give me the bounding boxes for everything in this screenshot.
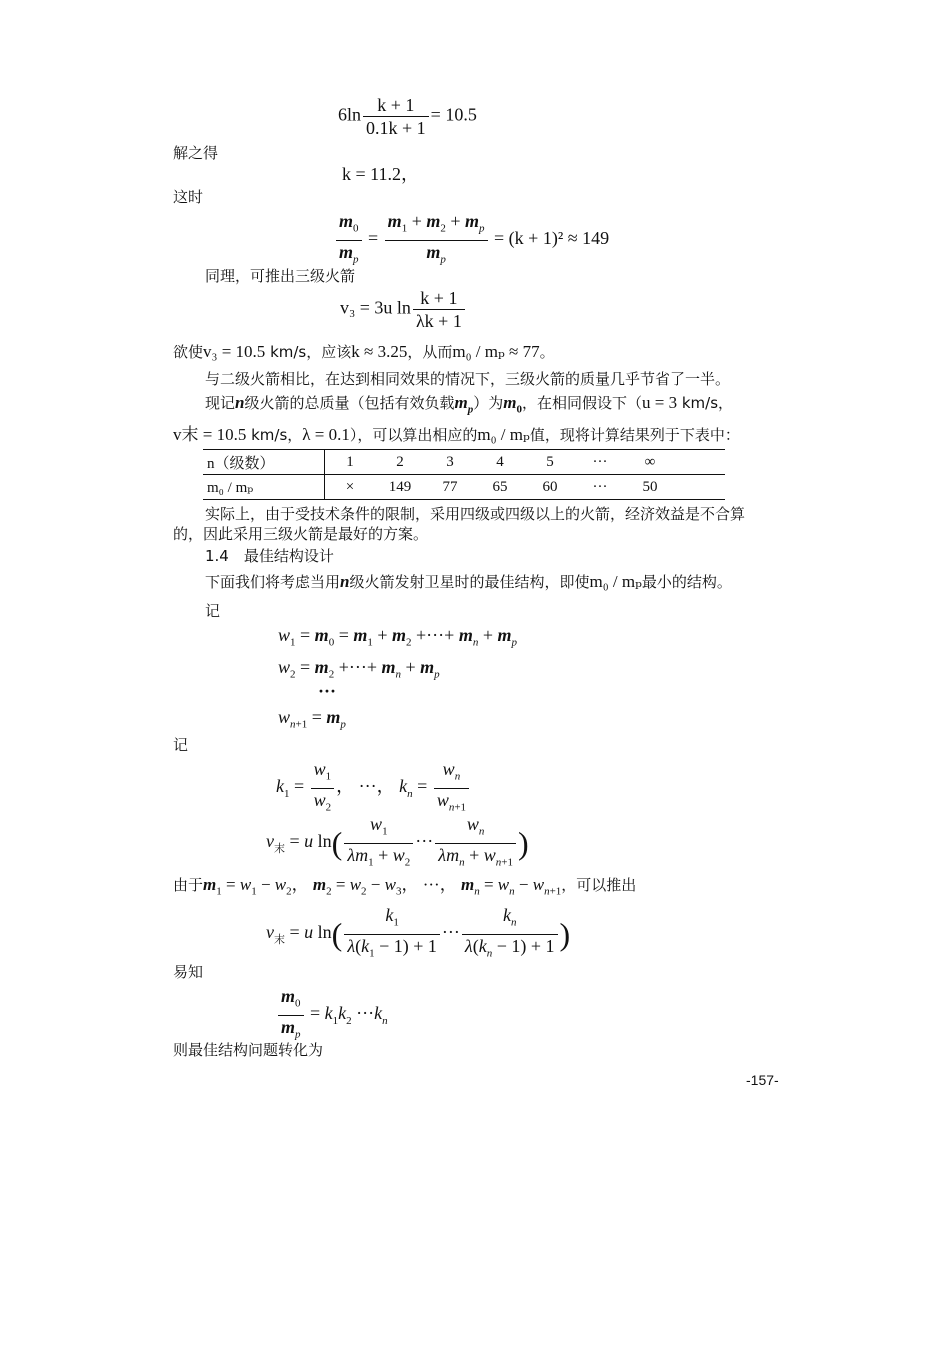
table-row — [203, 450, 725, 475]
table-header-cell: m₀ / mₚ — [203, 475, 325, 500]
equation-mass-product: $\frac{m_0}{m_p}$ = $k_1k_2 \cdot\cdot\cdot k_n$ — [276, 985, 388, 1045]
table-cell: 5 — [525, 450, 575, 475]
equation-ellipsis: ··· — [318, 681, 337, 701]
equation-w2: $w_2 = m_2$ +···+ $m_n + m_p$ — [278, 657, 440, 681]
text-line: 则最佳结构问题转化为 — [173, 1041, 324, 1059]
text-line: 这时 — [173, 188, 204, 206]
fraction: $\frac{k + 1}{0.1k + 1}$ — [363, 94, 429, 139]
text-line: v末 = 10.5 km/s，λ = 0.1），可以算出相应的m₀ / mₚ值，现将计算结果列于下表中： — [173, 425, 740, 444]
text-line: 易知 — [173, 963, 204, 981]
equation-wn1: $w_{n+1} = m_p$ — [278, 707, 346, 731]
results-table — [203, 449, 725, 500]
table-cell: ∞ — [625, 450, 675, 475]
equation-k-value: k = 11.2， — [342, 164, 419, 184]
table-cell: 1 — [325, 450, 376, 475]
text-line: 记 — [205, 602, 221, 620]
table-cell: 4 — [475, 450, 525, 475]
table-cell: 2 — [375, 450, 425, 475]
text-line: 现记n级火箭的总质量（包括有效负载$m_p$）为$m_0$，在相同假设下（u = 3 km/s， — [205, 393, 734, 416]
text-line: 的，因此采用三级火箭是最好的方案。 — [173, 525, 429, 543]
text-line: 由于$m_1 = w_1 - w_2$， $m_2 = w_2 - w_3$， ···， $m_n = w_n - w_{n+1}$，可以推出 — [173, 875, 637, 898]
table-cell: 50 — [625, 475, 675, 500]
equation-w1: $w_1 = m_0 = m_1 + m_2$ +···+ $m_n + m_p$ — [278, 625, 518, 649]
table-cell: ··· — [575, 450, 625, 475]
text-line: 欲使v₃ = 10.5 km/s，应该k ≈ 3.25，从而m₀ / mₚ ≈ 77。 — [173, 342, 555, 361]
table-row — [203, 475, 725, 500]
text-line: 同理，可推出三级火箭 — [205, 267, 356, 285]
equation-k-def: $k_1$ = $\frac{w_1}{w_2}$ ， ···， $k_n$ = $\frac{w_n}{w_{n+1}}$ — [276, 758, 471, 818]
table-cell: 77 — [425, 475, 475, 500]
equation-v-end-w: $v_末 = u$ ln( $\frac{w_1}{\lambda m_1 + w_2}$ ··· $\frac{w_n}{\lambda m_n + w_{n+1}}$ ) — [266, 814, 529, 869]
page-number: -157- — [746, 1072, 779, 1088]
equation-mass-ratio: $\frac{m_0}{m_p}$ = $\frac{m_1 + m_2 + m_p}{m_p}$ = (k + 1)² ≈ 149 — [334, 210, 609, 270]
equation-three-stage: v₃ = 3u ln $\frac{k + 1}{\lambda k + 1}$ — [340, 287, 467, 332]
table-header-cell: n（级数） — [203, 450, 325, 475]
equation-v-end-k: $v_末 = u$ ln( $\frac{k_1}{\lambda(k_1 - 1) + 1}$ ··· $\frac{k_n}{\lambda(k_n - 1) + 1}$ ) — [266, 905, 571, 960]
text-line: 与二级火箭相比，在达到相同效果的情况下，三级火箭的质量几乎节省了一半。 — [205, 370, 731, 388]
table-cell: ··· — [575, 475, 625, 500]
table-cell: 149 — [375, 475, 425, 500]
section-heading: 1.4 最佳结构设计 — [205, 547, 334, 565]
text-line: 记 — [173, 736, 189, 754]
text-line: 下面我们将考虑当用n级火箭发射卫星时的最佳结构，即使m₀ / mₚ最小的结构。 — [205, 572, 732, 591]
text-line: 实际上，由于受技术条件的限制，采用四级或四级以上的火箭，经济效益是不合算 — [205, 505, 746, 523]
table-cell: 60 — [525, 475, 575, 500]
table-cell: 3 — [425, 450, 475, 475]
table-cell: × — [325, 475, 376, 500]
text-line: 解之得 — [173, 144, 219, 162]
equation-stage-two: 6ln $\frac{k + 1}{0.1k + 1}$ = 10.5 — [338, 95, 477, 138]
table-cell: 65 — [475, 475, 525, 500]
